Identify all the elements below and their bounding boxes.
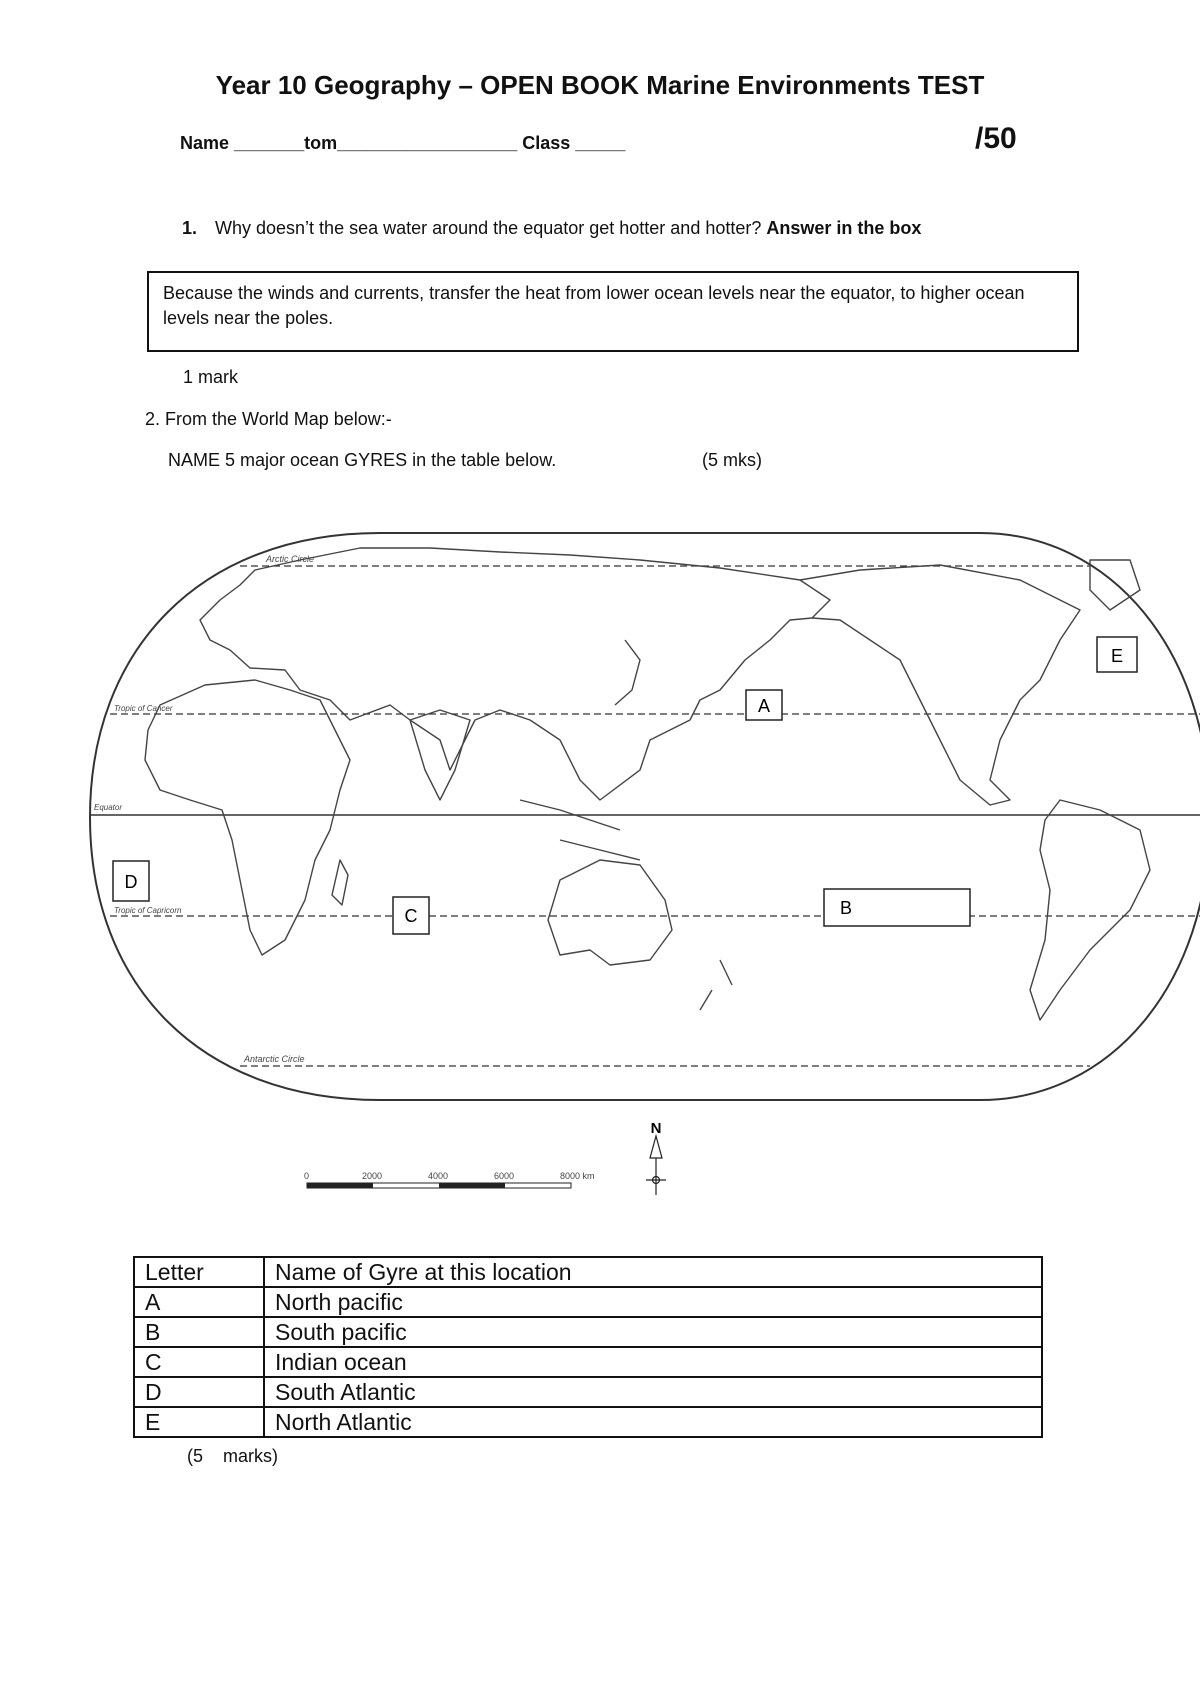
row-letter: A	[134, 1287, 264, 1317]
table-row	[134, 1287, 1042, 1317]
scale-tick-0: 0	[304, 1171, 310, 1181]
page-title: Year 10 Geography – OPEN BOOK Marine Environments TEST	[215, 70, 985, 100]
australia-outline	[548, 860, 672, 965]
tropic-of-capricorn-label: Tropic of Capricorn	[114, 906, 182, 915]
table-row	[134, 1317, 1042, 1347]
question-2-instruction: NAME 5 major ocean GYRES in the table below.	[168, 450, 557, 470]
gyre-box-e	[1097, 637, 1137, 672]
table-row	[134, 1407, 1042, 1437]
table-header-row	[134, 1257, 1042, 1287]
row-gyre-name[interactable]: North Atlantic	[264, 1407, 1042, 1437]
gyre-box-d-label: D	[124, 872, 138, 892]
row-gyre-name[interactable]: North pacific	[264, 1287, 1042, 1317]
question-2-marks: (5 mks)	[702, 450, 762, 470]
row-gyre-name[interactable]: South pacific	[264, 1317, 1042, 1347]
row-letter: E	[134, 1407, 264, 1437]
arctic-circle-label: Arctic Circle	[266, 554, 315, 564]
antarctic-circle-label: Antarctic Circle	[244, 1054, 305, 1064]
question-1-answer-box[interactable]: Because the winds and currents, transfer the heat from lower ocean levels near the equator, to higher ocean levels near the poles.	[147, 271, 1079, 352]
row-gyre-name[interactable]: Indian ocean	[264, 1347, 1042, 1377]
gyre-box-a-label: A	[757, 696, 771, 716]
total-score: /50	[975, 122, 1017, 155]
gyre-table	[133, 1256, 1043, 1438]
question-2-intro: 2. From the World Map below:-	[145, 409, 392, 429]
scale-tick-8000: 8000 km	[560, 1171, 595, 1181]
north-america-outline	[800, 565, 1080, 805]
header-gyre-name: Name of Gyre at this location	[264, 1257, 1042, 1287]
row-letter: C	[134, 1347, 264, 1377]
north-arrow-icon	[646, 1120, 666, 1195]
question-1-instruction: Answer in the box	[766, 218, 922, 238]
scale-tick-4000: 4000	[428, 1171, 449, 1181]
south-america-outline	[1030, 800, 1150, 1020]
table-row	[134, 1377, 1042, 1407]
row-letter: D	[134, 1377, 264, 1407]
gyre-box-c-label: C	[404, 906, 418, 926]
gyre-box-a	[746, 690, 782, 720]
gyre-box-e-label: E	[1110, 646, 1124, 666]
header-letter: Letter	[134, 1257, 264, 1287]
madagascar-outline	[332, 860, 348, 905]
table-row	[134, 1347, 1042, 1377]
gyre-box-c	[393, 897, 429, 934]
row-letter: B	[134, 1317, 264, 1347]
greenland-outline	[1090, 560, 1140, 610]
question-1-number: 1.	[182, 218, 198, 238]
gyre-box-b	[824, 889, 970, 926]
scale-tick-6000: 6000	[494, 1171, 515, 1181]
row-gyre-name[interactable]: South Atlantic	[264, 1377, 1042, 1407]
gyre-box-d	[113, 861, 149, 901]
north-label: N	[650, 1120, 662, 1137]
name-class-line: Name _______tom__________________ Class _____	[180, 133, 626, 153]
scale-tick-2000: 2000	[362, 1171, 383, 1181]
tropic-of-cancer-label: Tropic of Cancer	[114, 704, 173, 713]
scale-bar	[304, 1171, 595, 1188]
question-1-marks: 1 mark	[183, 367, 239, 387]
gyre-box-b-label: B	[840, 898, 853, 918]
new-zealand-outline	[700, 960, 732, 1010]
map-border	[90, 533, 1200, 1100]
equator-label: Equator	[94, 803, 123, 812]
question-1-text: Why doesn’t the sea water around the equator get hotter and hotter?	[215, 218, 762, 238]
japan-outline	[615, 640, 640, 705]
eurasia-outline	[200, 548, 830, 800]
southeast-asia-islands	[520, 800, 640, 860]
india-outline	[410, 710, 470, 800]
table-marks: (5 marks)	[187, 1446, 279, 1466]
